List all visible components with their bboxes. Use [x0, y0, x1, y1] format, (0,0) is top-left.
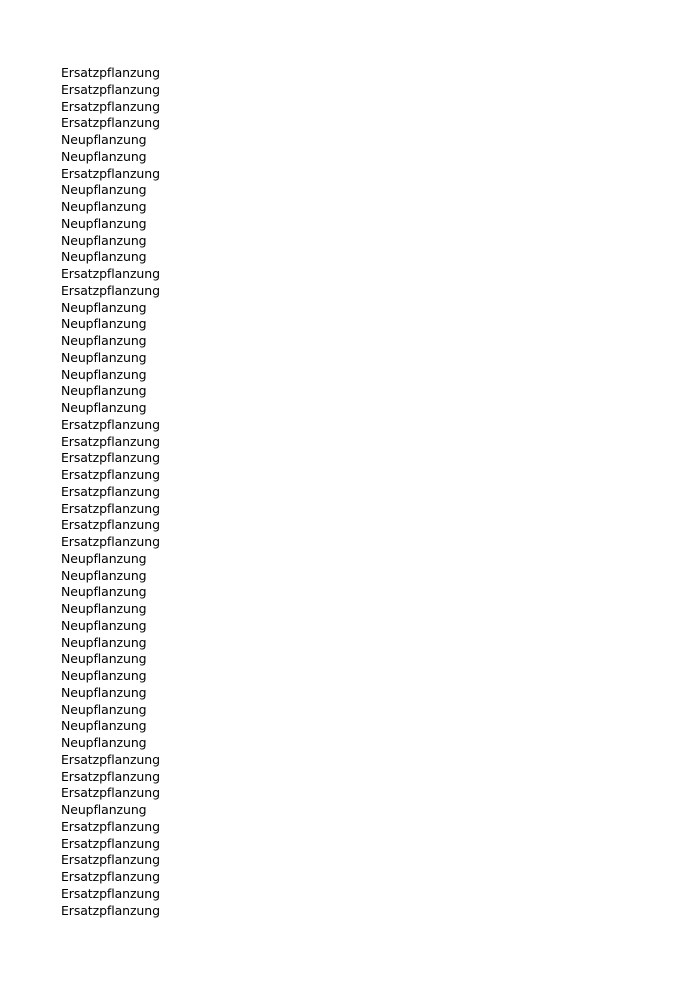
- list-item: Neupflanzung: [61, 249, 147, 265]
- list-item: Ersatzpflanzung: [61, 768, 160, 784]
- list-item: Ersatzpflanzung: [61, 98, 160, 114]
- list-item: Ersatzpflanzung: [61, 751, 160, 767]
- list-item: Ersatzpflanzung: [61, 902, 160, 918]
- list-item: Neupflanzung: [61, 400, 147, 415]
- list-item: Ersatzpflanzung: [61, 450, 160, 466]
- list-item: Neupflanzung: [61, 232, 147, 248]
- list-item: Neupflanzung: [61, 567, 147, 583]
- list-item: Ersatzpflanzung: [61, 433, 160, 449]
- list-item: Neupflanzung: [61, 668, 147, 683]
- list-item: Neupflanzung: [61, 299, 147, 315]
- list-item: Neupflanzung: [61, 701, 147, 717]
- list-item: Ersatzpflanzung: [61, 81, 160, 97]
- list-item: Neupflanzung: [61, 215, 147, 231]
- list-item: Neupflanzung: [61, 199, 147, 214]
- list-item: Ersatzpflanzung: [61, 115, 160, 131]
- list-item: Ersatzpflanzung: [61, 165, 160, 181]
- list-item: Ersatzpflanzung: [61, 483, 160, 499]
- list-item: Ersatzpflanzung: [61, 869, 160, 884]
- list-item: Neupflanzung: [61, 802, 147, 817]
- list-item: Neupflanzung: [61, 735, 147, 750]
- list-item: Neupflanzung: [61, 617, 147, 633]
- list-item: Ersatzpflanzung: [61, 266, 160, 281]
- list-item: Ersatzpflanzung: [61, 416, 160, 432]
- list-item: Neupflanzung: [61, 601, 147, 616]
- list-item: Neupflanzung: [61, 718, 147, 734]
- list-item: Neupflanzung: [61, 366, 147, 382]
- list-item: Ersatzpflanzung: [61, 500, 160, 516]
- list-item: Neupflanzung: [61, 182, 147, 198]
- list-item: Neupflanzung: [61, 383, 147, 399]
- list-item: Ersatzpflanzung: [61, 785, 160, 801]
- list-item: Neupflanzung: [61, 684, 147, 700]
- list-item: Neupflanzung: [61, 316, 147, 332]
- list-item: Neupflanzung: [61, 148, 147, 164]
- list-item: Neupflanzung: [61, 333, 147, 348]
- list-item: Neupflanzung: [61, 132, 147, 147]
- list-item: Neupflanzung: [61, 651, 147, 667]
- planting-type-list: [61, 65, 160, 919]
- list-item: Neupflanzung: [61, 634, 147, 650]
- list-item: Ersatzpflanzung: [61, 885, 160, 901]
- list-item: Ersatzpflanzung: [61, 467, 160, 482]
- list-item: Ersatzpflanzung: [61, 818, 160, 834]
- list-item: Ersatzpflanzung: [61, 534, 160, 549]
- list-item: Ersatzpflanzung: [61, 65, 160, 80]
- list-item: Neupflanzung: [61, 584, 147, 600]
- list-item: Ersatzpflanzung: [61, 835, 160, 851]
- list-item: Neupflanzung: [61, 349, 147, 365]
- list-item: Neupflanzung: [61, 550, 147, 566]
- list-item: Ersatzpflanzung: [61, 852, 160, 868]
- list-item: Ersatzpflanzung: [61, 517, 160, 533]
- list-item: Ersatzpflanzung: [61, 282, 160, 298]
